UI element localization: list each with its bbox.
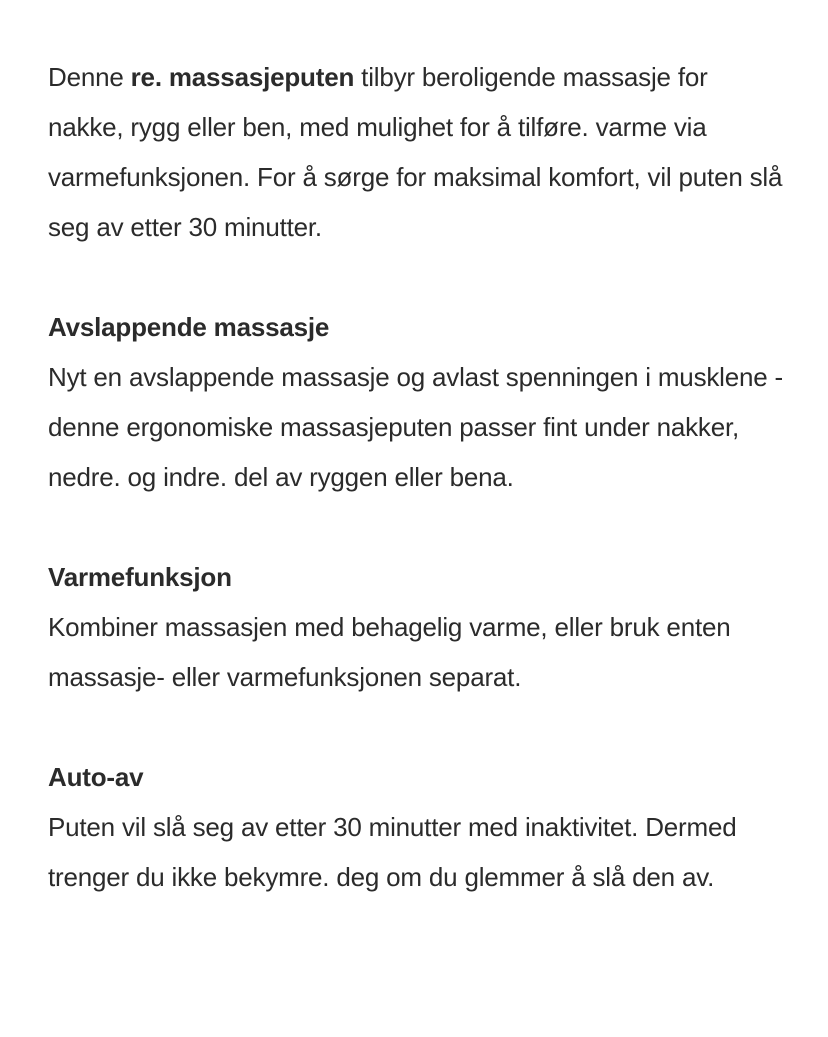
section-relaxing-massage bbox=[48, 302, 788, 502]
section-heading: Avslappende massasje bbox=[48, 312, 330, 342]
intro-paragraph bbox=[48, 52, 788, 252]
product-description bbox=[48, 52, 788, 902]
section-auto-off bbox=[48, 752, 788, 902]
section-heading: Varmefunksjon bbox=[48, 562, 232, 592]
section-body: Puten vil slå seg av etter 30 minutter med inaktivitet. Dermed trenger du ikke bekymre. deg om du glemmer å slå den av. bbox=[48, 812, 737, 892]
intro-suffix: tilbyr beroligende massasje for nakke, rygg eller ben, med mulighet for å tilføre. varme via varmefunksjonen. For å sørge for maksimal komfort, vil puten slå seg av etter 30 minutter. bbox=[48, 62, 783, 242]
section-heat-function bbox=[48, 552, 788, 702]
intro-prefix: Denne bbox=[48, 62, 131, 92]
section-body: Kombiner massasjen med behagelig varme, eller bruk enten massasje- eller varmefunksjonen separat. bbox=[48, 612, 731, 692]
section-heading: Auto-av bbox=[48, 762, 144, 792]
product-name: re. massasjeputen bbox=[130, 62, 355, 92]
section-body: Nyt en avslappende massasje og avlast spenningen i musklene - denne ergonomiske massasjeputen passer fint under nakker, nedre. og indre. del av ryggen eller bena. bbox=[48, 362, 784, 492]
